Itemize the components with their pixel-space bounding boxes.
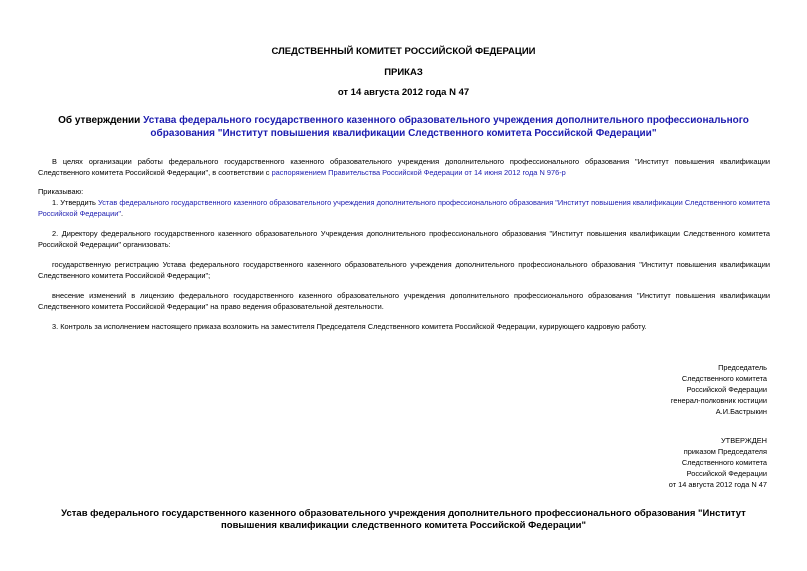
charter-title: Устав федерального государственного казенного образовательного учреждения дополнительного профессионального образования "Институт повышения квалификации следственного комитета Российской Федерации" (61, 508, 746, 531)
item-1-prefix: 1. Утвердить (52, 198, 99, 207)
item-2a-paragraph: государственную регистрацию Устава федерального государственного казенного образовательного учреждения дополнительного профессионального образования "Институт повышения квалификации Следственного комитета Российской Федерации"; (38, 260, 770, 280)
committee-heading: СЛЕДСТВЕННЫЙ КОМИТЕТ РОССИЙСКОЙ ФЕДЕРАЦИИ (271, 46, 536, 57)
signature-line: генерал-полковник юстиции (670, 396, 767, 405)
item-2-paragraph: 2. Директору федерального государственного казенного образовательного Учреждения дополнительного профессионального образования "Институт повышения квалификации Следственного комитета Российской Федерации" организовать: (38, 229, 770, 249)
approval-line: от 14 августа 2012 года N 47 (668, 480, 767, 489)
preamble-paragraph (38, 156, 770, 178)
title-charter-link[interactable]: Устава федерального государственного казенного образовательного учреждения дополнительного профессионального образования "Институт повышения квалификации Следственного комитета Российской Федерации" (143, 115, 749, 139)
preamble-text: В целях организации работы федерального государственного казенного образовательного учреждения дополнительного профессионального образования "Институт повышения квалификации Следственного комитета Российской Федерации", в соответствии с (38, 157, 770, 177)
order-title (40, 114, 767, 140)
doc-type-heading: ПРИКАЗ (384, 67, 423, 78)
signature-line: Российской Федерации (686, 385, 767, 394)
government-decree-link[interactable]: распоряжением Правительства Российской Федерации от 14 июня 2012 года N 976-р (271, 168, 566, 177)
order-word: Приказываю: (38, 187, 84, 196)
item-1-suffix: . (121, 209, 124, 218)
signature-line: А.И.Бастрыкин (715, 407, 767, 416)
date-number-heading: от 14 августа 2012 года N 47 (337, 87, 470, 98)
approval-line: Следственного комитета (681, 458, 767, 467)
approval-line: Российской Федерации (686, 469, 767, 478)
item-1-paragraph (38, 197, 770, 219)
item-1-charter-link[interactable]: Устав федерального государственного казенного образовательного учреждения дополнительного профессионального образования "Институт повышения квалификации Следственного комитета Российской Федерации" (38, 198, 770, 218)
approval-line: приказом Председателя (683, 447, 767, 456)
approval-line: УТВЕРЖДЕН (720, 436, 767, 445)
signature-line: Следственного комитета (681, 374, 767, 383)
item-2b-paragraph: внесение изменений в лицензию федерального государственного казенного образовательного учреждения дополнительного профессионального образования "Институт повышения квалификации Следственного комитета Российской Федерации" на право ведения образовательной деятельности. (38, 291, 770, 311)
item-3-paragraph: 3. Контроль за исполнением настоящего приказа возложить на заместителя Председателя Следственного комитета Российской Федерации, курирующего кадровую работу. (52, 322, 647, 331)
title-prefix: Об утверждении (58, 115, 144, 126)
approval-block (669, 435, 767, 490)
signature-line: Председатель (718, 363, 767, 372)
signature-block (671, 362, 767, 417)
